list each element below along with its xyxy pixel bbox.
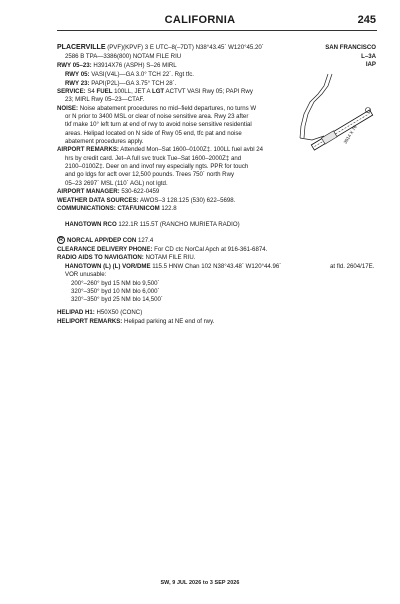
state-heading: CALIFORNIA	[164, 14, 236, 26]
runway-05	[65, 71, 194, 79]
fuel-label: FUEL	[96, 88, 113, 95]
helipad-label: HELIPAD H1:	[57, 309, 95, 316]
communications-label: COMMUNICATIONS:	[57, 205, 116, 212]
lgt-label: LGT	[151, 88, 165, 95]
norcal-label: NORCAL APP/DEP CON	[67, 237, 137, 244]
runway-05-23-text: H3914X76 (ASPH) S–26 MIRL	[91, 62, 177, 69]
clearance-value: For CD ctc NorCal Apch at 916-361-6874.	[152, 246, 268, 253]
runway-05-23-diagram	[311, 110, 372, 150]
airport-id-line	[57, 44, 264, 52]
airport-info: (PVF)(KPVF) 3 E UTC–8(–7DT) N38°43.45´ W120°45.20´	[107, 44, 264, 51]
runway-05-label: RWY 05:	[65, 71, 90, 78]
hangtown-rco-label: HANGTOWN RCO	[65, 221, 117, 228]
vor-unusable-1: 200°–260° byd 15 NM blo 9,500´	[71, 280, 160, 287]
navaid-value: NOTAM FILE RIU.	[143, 254, 196, 261]
runway-05-text: VASI(V4L)—GA 3.0° TCH 22´. Rgt tfc.	[89, 71, 194, 78]
noise-line-4: areas. Helipad located on N side of Rwy 05 end, tfc pat and noise	[65, 130, 242, 137]
navaid-line	[57, 254, 195, 262]
header-rule	[57, 30, 377, 31]
noise-line-2: or N prior to 3400 MSL or clear of noise sensitive area. Rwy 23 after	[65, 113, 249, 120]
vor-at-field: at fld. 2604/17E.	[330, 263, 375, 270]
remarks-line-4: and go ldgs for acft over 12,500 pounds. Trees 750´ north Rwy	[65, 171, 235, 178]
helipad-line	[57, 309, 142, 317]
remarks-line-5: 05–23 2697´ MSL (110´ AGL) not lgtd.	[65, 180, 168, 187]
remarks-label: AIRPORT REMARKS:	[57, 146, 119, 153]
norcal-value: 127.4	[136, 237, 154, 244]
access-road	[300, 74, 328, 138]
service-continued: 23; MIRL Rwy 05–23—CTAF.	[65, 96, 145, 103]
service-label: SERVICE:	[57, 88, 86, 95]
ctaf-label: CTAF/UNICOM	[117, 205, 160, 212]
runway-05-23	[57, 62, 177, 70]
apron	[321, 131, 337, 144]
noise-line-3: tkf make 10° left turn at end of rwy to avoid noise sensitive residential	[65, 121, 252, 128]
vor-unusable-3: 320°–350° byd 25 NM blo 14,500´	[71, 296, 163, 303]
lgt-value: ACTVT VASI Rwy 05; PAPI Rwy	[164, 88, 253, 95]
runway-dimension-label: 3914 X 76	[342, 124, 358, 145]
airport-elevation-line: 2586 B TPA—3386(800) NOTAM FILE RIU	[65, 53, 182, 60]
remarks-line-1	[57, 146, 263, 154]
clearance-label: CLEARANCE DELIVERY PHONE:	[57, 246, 153, 253]
radar-symbol-icon: R	[57, 236, 65, 244]
airport-name: PLACERVILLE	[57, 44, 106, 51]
remarks-line-2: hrs by credit card. Jet–A full svc truck Tue–Sat 1600–2000Z‡ and	[65, 155, 242, 162]
chart-l3a: L–3A	[361, 53, 376, 60]
helipad-value: H50X50 (CONC)	[94, 309, 143, 316]
heliport-remarks-label: HELIPORT REMARKS:	[57, 318, 123, 325]
communications-line	[57, 205, 177, 213]
ctaf-value: 122.8	[159, 205, 177, 212]
navaid-label: RADIO AIDS TO NAVIGATION:	[57, 254, 144, 261]
service-s: S4	[85, 88, 97, 95]
vor-value: 115.5 HNW Chan 102 N38°43.48´ W120°44.96´	[150, 263, 282, 270]
runway-23-text: PAPI(P2L)—GA 3.75° TCH 28´.	[89, 80, 177, 87]
noise-label: NOISE:	[57, 105, 78, 112]
hangtown-rco-value: 122.1R 115.5T (RANCHO MURIETA RADIO)	[116, 221, 240, 228]
weather-label: WEATHER DATA SOURCES:	[57, 197, 139, 204]
heliport-remarks-value: Helipad parking at NE end of rwy.	[122, 318, 215, 325]
airport-diagram	[288, 72, 383, 182]
manager-phone: 530-622-0459	[119, 188, 160, 195]
vor-label: HANGTOWN (L) (L) VOR/DME	[65, 263, 151, 270]
vor-unusable-2: 320°–350° byd 10 NM blo 6,000´	[71, 288, 160, 295]
chart-iap: IAP	[365, 61, 376, 68]
page-number: 245	[357, 14, 376, 26]
manager-line	[57, 188, 159, 196]
vor-unusable-label: VOR unusable:	[65, 271, 107, 278]
noise-text-1: Noise abatement procedures no mid–field departures, no turns W	[78, 105, 257, 112]
norcal-line	[67, 237, 153, 245]
remarks-text-1: Attended Mon–Sat 1600–0100Z‡. 100LL fuel avbl 24	[118, 146, 264, 153]
fuel-value: 100LL, JET A	[112, 88, 152, 95]
manager-label: AIRPORT MANAGER:	[57, 188, 120, 195]
noise-line-5: abatement procedures apply.	[65, 138, 144, 145]
weather-value: AWOS–3 128.125 (530) 622–5698.	[138, 197, 236, 204]
remarks-line-3: 2100–0100Z‡. Deer on and invof rwy especially ngts. PPR for touch	[65, 163, 249, 170]
effective-dates-footer: SW, 9 JUL 2026 to 3 SEP 2026	[160, 580, 240, 586]
runway-23-label: RWY 23:	[65, 80, 90, 87]
hangtown-rco-line	[65, 221, 240, 229]
region-label: SAN FRANCISCO	[325, 44, 376, 51]
heliport-remarks-line	[57, 318, 214, 326]
runway-05-23-label: RWY 05–23:	[57, 62, 92, 69]
